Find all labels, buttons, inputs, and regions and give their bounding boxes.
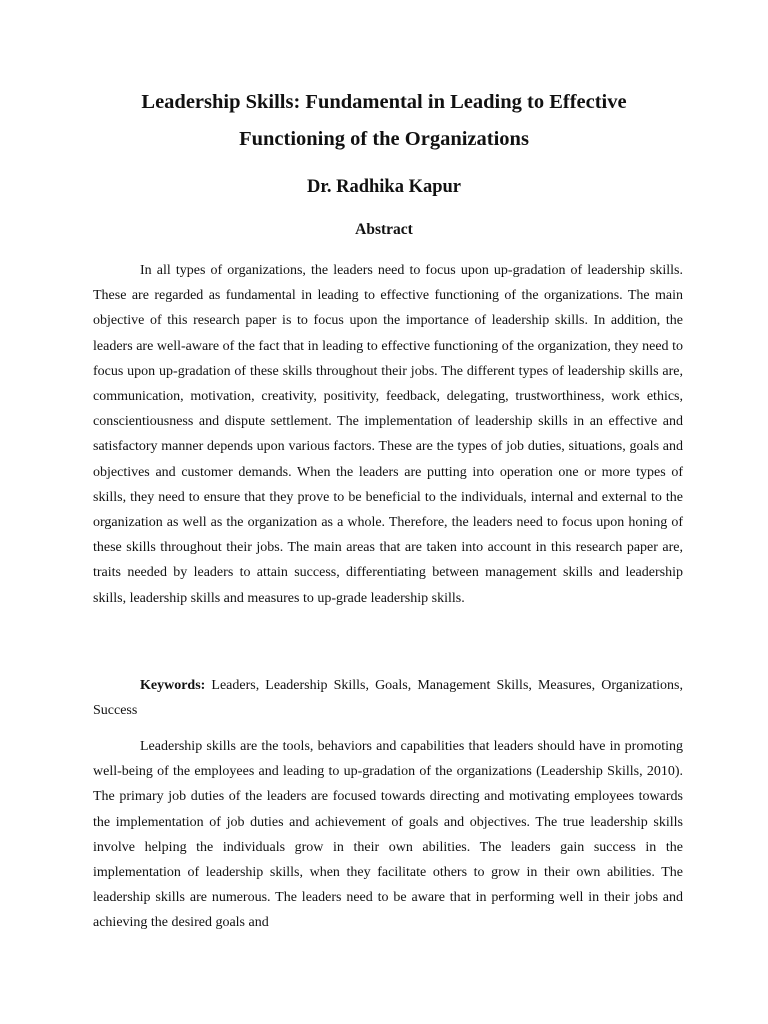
title-line-1: Leadership Skills: Fundamental in Leading to Effective — [141, 91, 627, 113]
abstract-paragraph: In all types of organizations, the leaders need to focus upon up-gradation of leadership skills. These are regarded as fundamental in leading to effective functioning of the organizations. The main objective of this research paper is to focus upon the importance of leadership skills. In addition, the leaders are well-aware of the fact that in leading to effective functioning of the organization, they need to focus upon up-gradation of these skills throughout their jobs. The different types of leadership skills are, communication, motivation, creativity, positivity, feedback, delegating, trustworthiness, work ethics, conscientiousness and dispute settlement. The implementation of leadership skills in an effective and satisfactory manner depends upon various factors. These are the types of job duties, situations, goals and objectives and customer demands. When the leaders are putting into operation one or more types of skills, they need to ensure that they prove to be beneficial to the individuals, internal and external to the organization as well as the organization as a whole. Therefore, the leaders need to focus upon honing of these skills throughout their jobs. The main areas that are taken into account in this research paper are, traits needed by leaders to attain success, differentiating between management skills and leadership skills, leadership skills and measures to up-grade leadership skills. — [93, 263, 683, 606]
paper-title — [60, 84, 708, 158]
title-line-2: Functioning of the Organizations — [239, 128, 529, 150]
body-paragraph: Leadership skills are the tools, behaviors and capabilities that leaders should have in promoting well-being of the employees and leading to up-gradation of the organizations (Leadership Skills, 2010). The primary job duties of the leaders are focused towards directing and motivating employees towards the implementation of job duties and achievement of goals and objectives. The true leadership skills involve helping the individuals grow in their own abilities. The leaders gain success in the implementation of leadership skills, when they facilitate others to grow in their own abilities. The leadership skills are numerous. The leaders need to be aware that in performing well in their jobs and achieving the desired goals and — [93, 739, 683, 931]
author-name: Dr. Radhika Kapur — [306, 177, 462, 197]
abstract-heading: Abstract — [355, 221, 413, 238]
keywords-paragraph — [93, 673, 683, 723]
keywords-list: Leaders, Leadership Skills, Goals, Management Skills, Measures, Organizations, Success — [93, 678, 683, 719]
keywords-label: Keywords: — [140, 678, 206, 693]
